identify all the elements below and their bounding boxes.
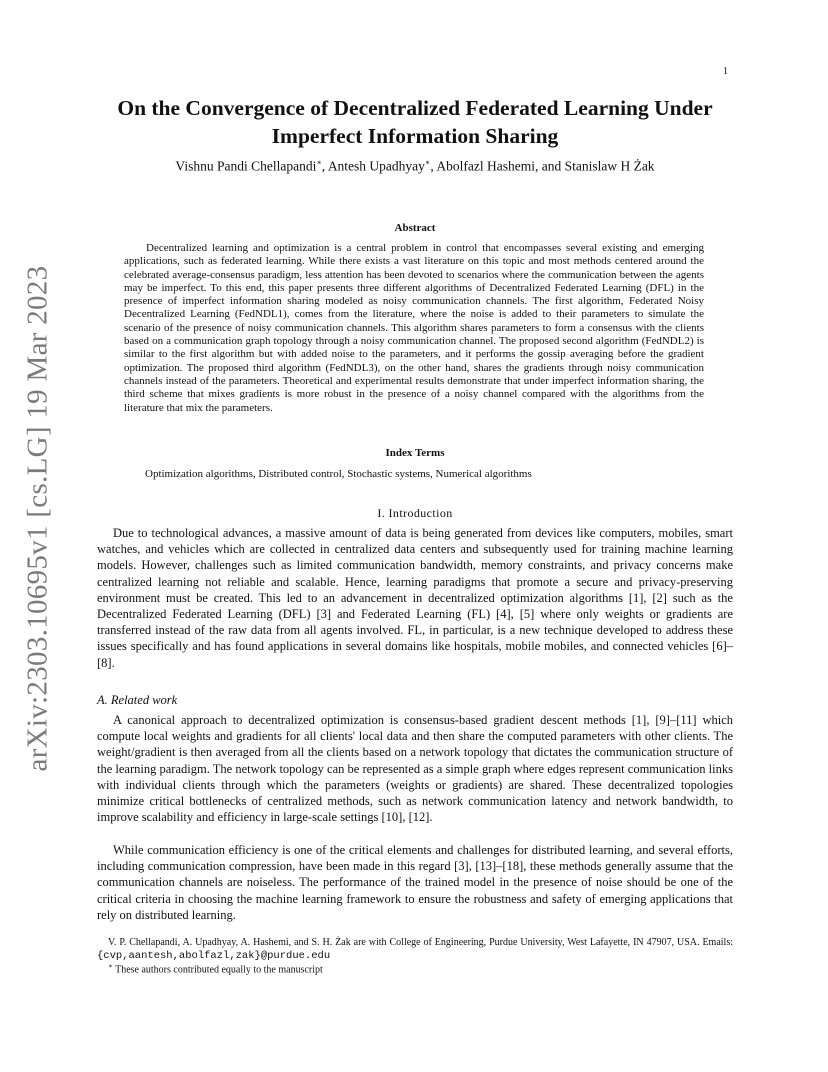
equal-contribution-mark: ∗	[424, 158, 431, 167]
author-list	[97, 158, 733, 175]
author-emails: {cvp,aantesh,abolfazl,zak}@purdue.edu	[97, 949, 331, 962]
author-name: Antesh Upadhyay	[327, 158, 425, 174]
author-name: Vishnu Pandi Chellapandi	[175, 158, 317, 174]
paper-title: On the Convergence of Decentralized Federated Learning Under Imperfect Information Sharing	[117, 96, 713, 148]
abstract-text: Decentralized learning and optimization is a central problem in control that encompasses several existing and emerging applications, such as federated learning. While there exists a vast literature on this topic and most methods centered around the celebrated average-consensus paradigm, less attention has been devoted to scenarios where the communication between the agents may be imperfect. To this end, this paper presents three different algorithms of Decentralized Federated Learning (DFL) in the presence of imperfect information sharing modeled as noisy communication channels. The first algorithm, Federated Noisy Decentralized Learning (FedNDL1), comes from the literature, where the noise is added to their parameters to simulate the scenario of the presence of noisy communication channels. This algorithm shares parameters to form a consensus with the clients based on a communication graph topology through a noisy communication channel. The proposed second algorithm (FedNDL2) is similar to the first algorithm but with added noise to the parameters, and it performs the gossip averaging before the gradient optimization. The proposed third algorithm (FedNDL3), on the other hand, shares the gradients through noisy communication channels instead of the parameters. Theoretical and experimental results demonstrate that under imperfect information sharing, the third scheme that mixes gradients is more robust in the presence of a noisy channel compared with the algorithms from the literature that mix the parameters.	[124, 242, 704, 414]
arxiv-stamp	[19, 265, 57, 771]
footnote-affiliation	[97, 937, 733, 962]
subsection-heading-related-work: A. Related work	[97, 693, 178, 707]
author-separator: ,	[321, 158, 328, 174]
arxiv-identifier: arXiv:2303.10695v1 [cs.LG] 19 Mar 2023	[21, 265, 54, 771]
equal-contribution-mark: ∗	[108, 962, 113, 970]
index-terms-heading: Index Terms	[385, 447, 445, 459]
abstract-heading: Abstract	[394, 222, 436, 234]
equal-contribution-text: These authors contributed equally to the manuscript	[112, 964, 323, 976]
page-number: 1	[723, 66, 728, 77]
footnote-equal-contribution	[108, 962, 323, 975]
related-work-paragraph-2: While communication efficiency is one of the critical elements and challenges for distributed learning, and several efforts, including communication compression, have been made in this regard [3], [13]–[18], these methods generally assume that the communication channels are noiseless. The performance of the trained model in the presence of noise should be one of the critical criteria in choosing the machine learning framework to ensure the robustness and safety of emerging applications that rely on distributed learning.	[97, 843, 733, 922]
affiliation-text: V. P. Chellapandi, A. Upadhyay, A. Hashemi, and S. H. Żak are with College of Engineering, Purdue University, West Lafayette, IN 47907, USA. Emails:	[108, 937, 733, 948]
related-work-paragraph-1: A canonical approach to decentralized optimization is consensus-based gradient descent methods [1], [9]–[11] which compute local weights and gradients for all clients' local data and then share the computed parameters with other clients. The weight/gradient is then averaged from all the clients based on a network topology that dictates the communication structure of the learning paradigm. The network topology can be represented as a simple graph where edges represent communication links with individual clients through which the parameters (weights or gradients) are shared. These decentralized topologies minimize critical bottlenecks of centralized methods, such as network communication latency and network bandwidth, to improve scalability and efficiency in large-scale settings [10], [12].	[97, 713, 733, 825]
section-heading-introduction: I. Introduction	[377, 506, 453, 520]
author-names-rest: , Abolfazl Hashemi, and Stanislaw H Żak	[430, 158, 655, 174]
introduction-paragraph: Due to technological advances, a massive amount of data is being generated from devices like computers, mobiles, smart watches, and vehicles which are collected in centralized data centers and subsequently used for training machine learning models. However, challenges such as limited communication bandwidth, memory constraints, and privacy concerns make centralized learning not reliable and scalable. Hence, learning paradigms that promote a secure and privacy-preserving environment must be created. This led to an advancement in decentralized optimization algorithms [1], [2] such as the Decentralized Federated Learning (DFL) [3] and Federated Learning (FL) [4], [5] where only weights or gradients are transferred instead of the raw data from all agents involved. FL, in particular, is a new technique developed to address these issues specifically and has found applications in several domains like hospitals, mobile mobiles, and connected vehicles [6]–[8].	[97, 526, 733, 670]
equal-contribution-mark: ∗	[316, 158, 322, 167]
index-terms-text: Optimization algorithms, Distributed control, Stochastic systems, Numerical algorithms	[145, 468, 532, 480]
